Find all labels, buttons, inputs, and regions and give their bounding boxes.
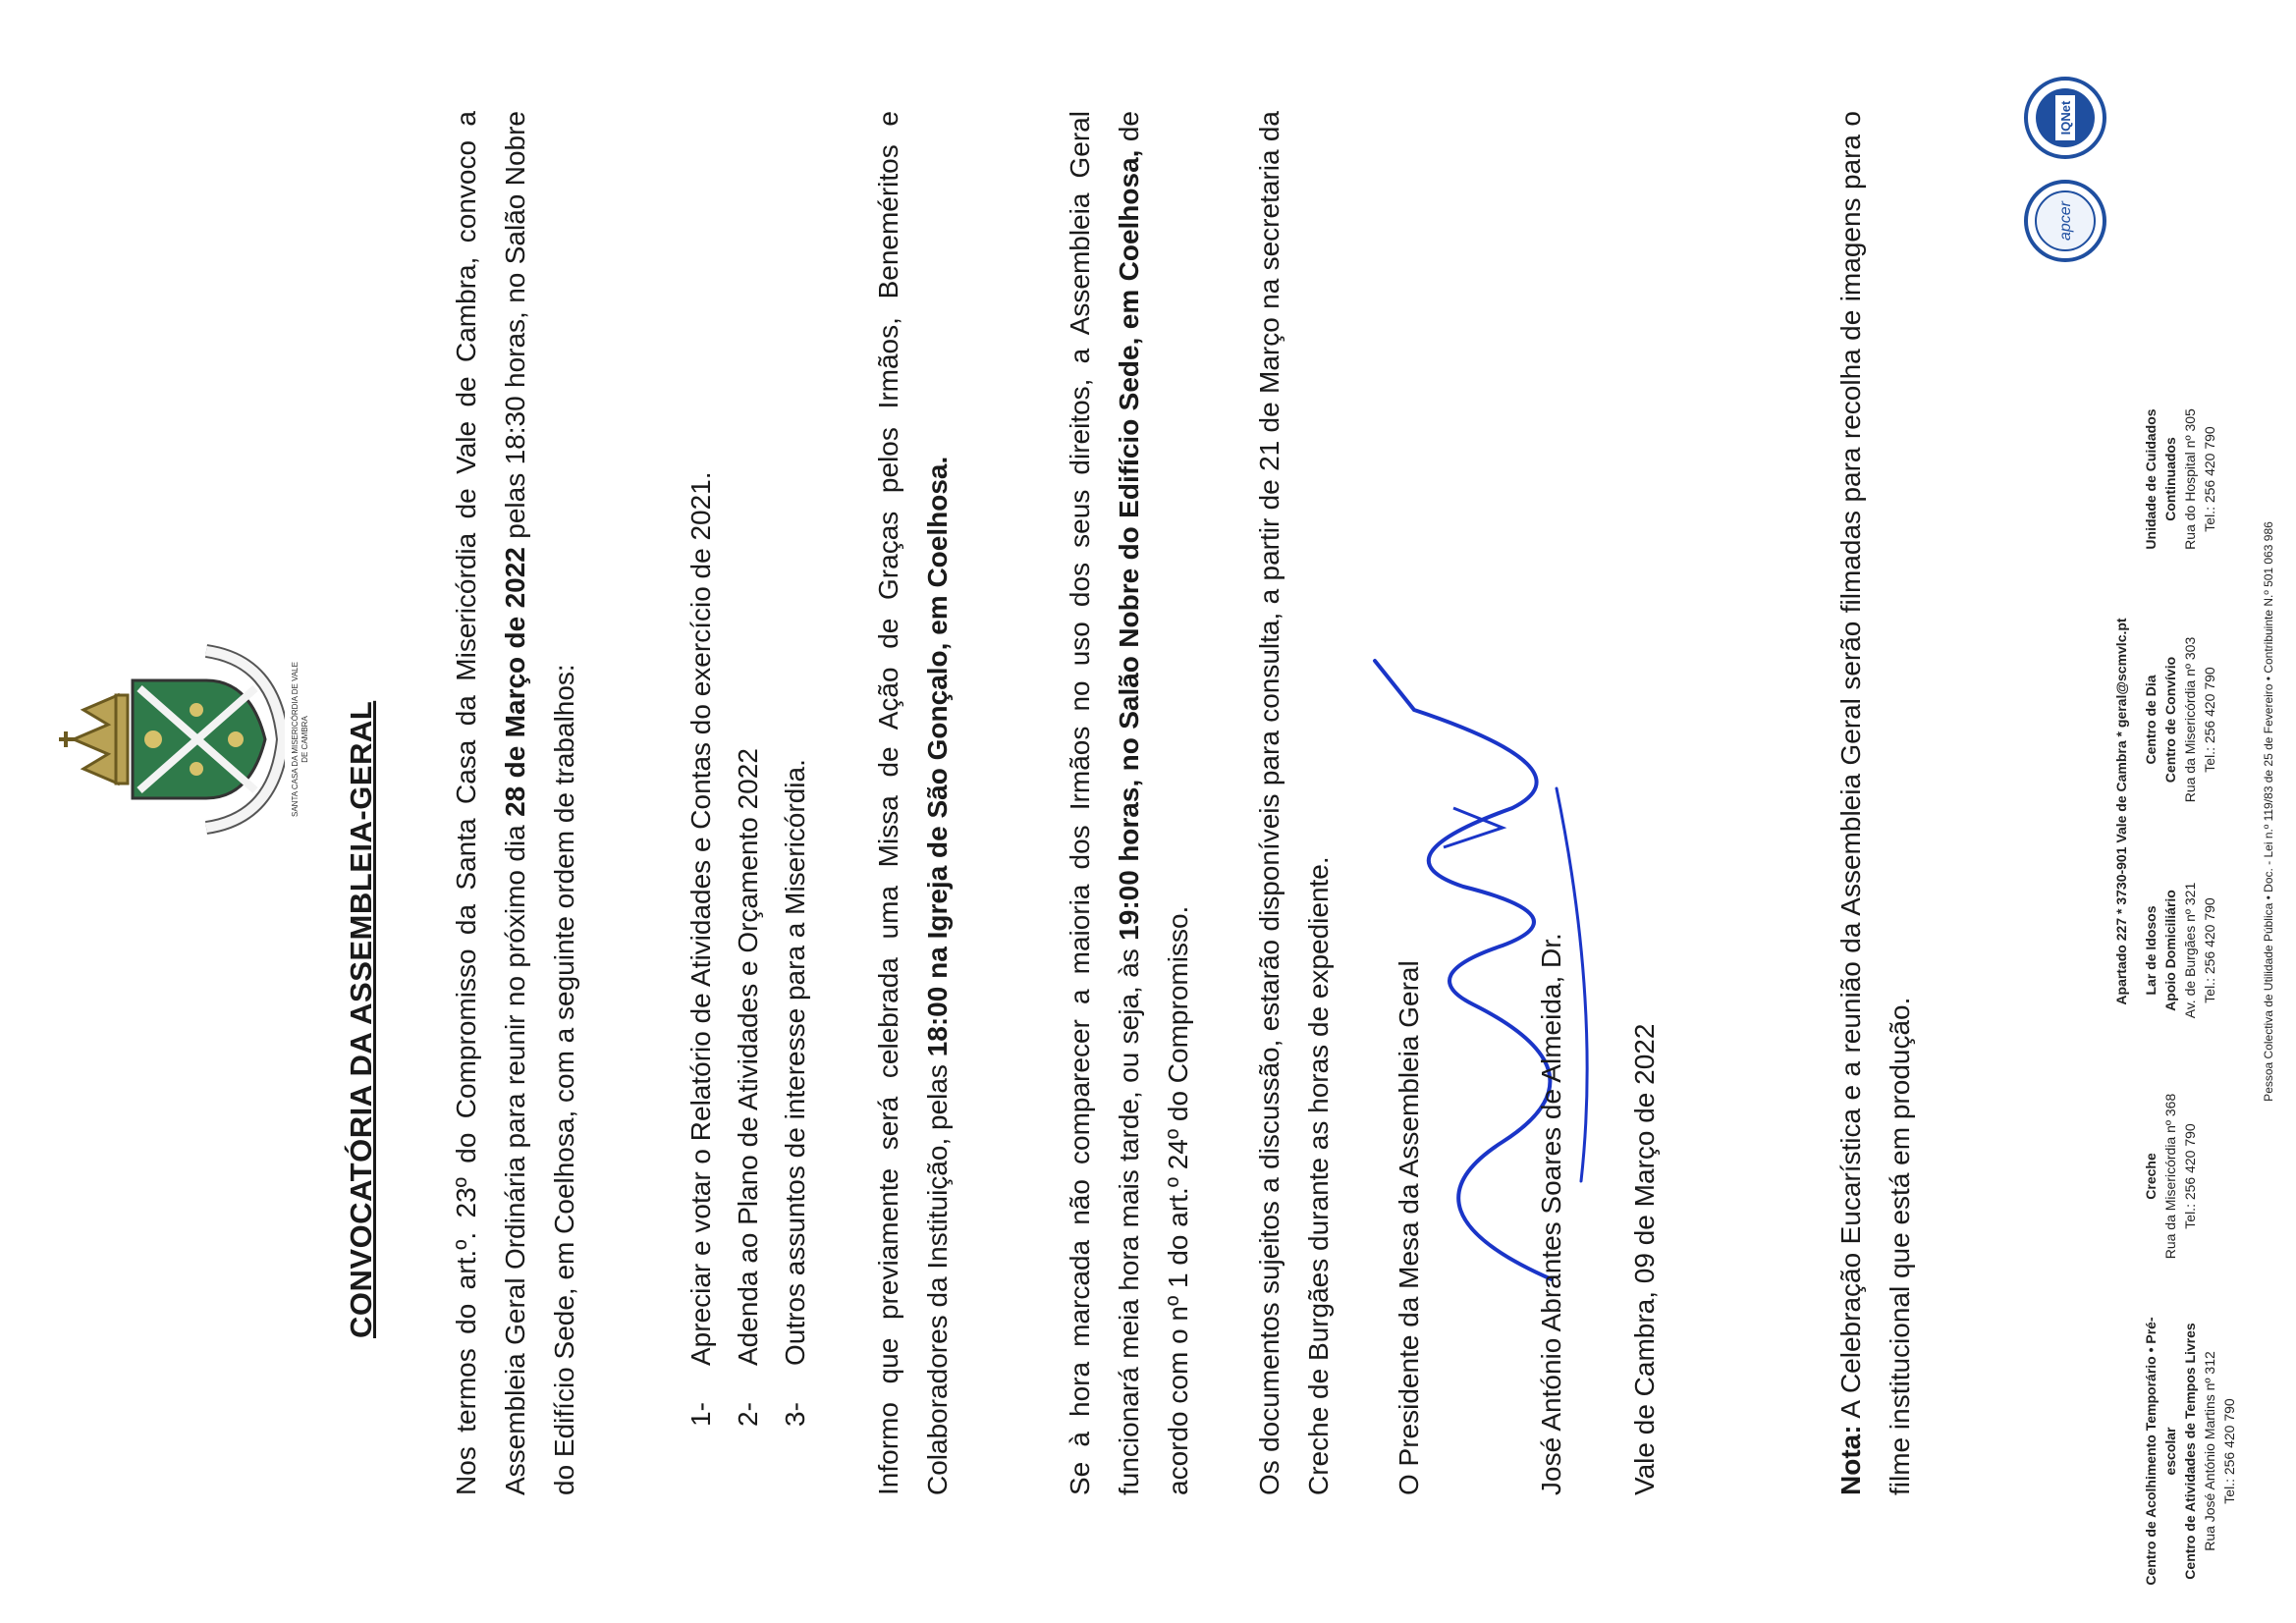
handwritten-signature: [1355, 612, 1611, 1299]
footer-unit: [2141, 847, 2219, 1054]
iqnet-label: IQNet: [2058, 100, 2073, 135]
documents-paragraph: Os documentos sujeitos a discussão, estarão disponíveis para consulta, a partir de 21 de Março na secretaria da Creche de Burgães durante as horas de expediente.: [1254, 111, 1334, 1495]
footer-unit: [2141, 366, 2219, 592]
agenda-text: Outros assuntos de interesse para a Misericórdia.: [780, 759, 810, 1366]
quorum-paragraph: [1056, 111, 1203, 1495]
unit-name: Lar de Idosos: [2143, 905, 2159, 996]
agenda-number: 2-: [733, 1402, 763, 1427]
intro-text-1: Nos termos do art.º. 23º do Compromisso da Santa Casa da Misericórdia de Vale de Cambra, convoco a Assembleia Geral Ordinária para reunir no próximo dia: [451, 111, 530, 1495]
president-name: José António Abrantes Soares de Almeida, Dr.: [1536, 933, 1566, 1495]
footer: [2111, 0, 2296, 1623]
unit-name: Apoio Domiciliário: [2162, 890, 2178, 1011]
meeting-date: 28 de Março de 2022: [500, 547, 530, 817]
crest-motto-text: SANTA CASA DA MISERICÓRDIA DE VALE DE CAMBRA: [291, 662, 309, 817]
agenda-number: 3-: [780, 1402, 810, 1427]
agenda-text: Apreciar e votar o Relatório de Atividades e Contas do exercício de 2021.: [685, 471, 716, 1366]
apcer-label: apcer: [2057, 200, 2074, 242]
unit-phone: Tel.: 256 420 790: [2221, 1398, 2237, 1504]
agenda-text: Adenda ao Plano de Atividades e Orçamento 2022: [733, 748, 763, 1366]
unit-name: Centro de Convívio: [2162, 656, 2178, 784]
mass-paragraph: [864, 111, 962, 1495]
unit-street: Rua da Misericórdia nº 303: [2182, 636, 2198, 803]
agenda-item: [772, 150, 819, 1427]
president-label: O Presidente da Mesa da Assembleia Geral: [1394, 960, 1424, 1495]
unit-street: Rua José António Martins nº 312: [2202, 1351, 2217, 1551]
note-paragraph: [1827, 111, 1925, 1495]
unit-name: Centro de Dia: [2143, 675, 2159, 765]
intro-text-2: pelas 18:30 horas, no Salão Nobre do Edifício Sede, em Coelhosa, com a seguinte ordem de trabalhos:: [500, 111, 579, 1495]
quorum-text-1: Se à hora marcada não comparecer a maioria dos Irmãos no uso dos seus direitos, a Assembleia Geral funcionará meia hora mais tarde, ou seja, às: [1065, 111, 1144, 1495]
unit-name: Centro de Atividades de Tempos Livres: [2182, 1323, 2198, 1580]
footer-unit: [2141, 612, 2219, 828]
date-place: Vale de Cambra, 09 de Março de 2022: [1629, 1023, 1660, 1495]
second-call-time-place: 19:00 horas, no Salão Nobre do Edifício Sede, em Coelhosa,: [1114, 149, 1144, 941]
intro-paragraph: [442, 111, 589, 1495]
agenda-item: [678, 150, 725, 1427]
quorum-text-2: de acordo com o nº 1 do art.º 24º do Compromisso.: [1114, 111, 1193, 1495]
unit-street: Rua da Misericórdia nº 368: [2162, 1093, 2178, 1260]
shield-icon: [133, 680, 265, 798]
unit-name: Centro de Acolhimento Temporário • Pré-escolar: [2143, 1317, 2178, 1586]
agenda-list: [678, 150, 819, 1427]
footer-unit: [2141, 1073, 2200, 1279]
footer-unit: [2141, 1299, 2239, 1603]
unit-street: Av. de Burgães nº 321: [2182, 882, 2198, 1019]
document-title: CONVOCATÓRIA DA ASSEMBLEIA-GERAL: [344, 700, 378, 1338]
footer-address: Apartado 227 * 3730-901 Vale de Cambra * geral@scmvlc.pt: [2113, 618, 2129, 1005]
unit-phone: Tel.: 256 420 790: [2182, 1123, 2198, 1229]
unit-name: Unidade de Cuidados Continuados: [2143, 408, 2178, 550]
unit-phone: Tel.: 256 420 790: [2202, 897, 2217, 1003]
unit-street: Rua do Hospital nº 305: [2182, 408, 2198, 550]
apcer-certification-icon: [2023, 179, 2107, 263]
unit-name: Creche: [2143, 1153, 2159, 1200]
unit-phone: Tel.: 256 420 790: [2202, 667, 2217, 773]
note-text: A Celebração Eucarística e a reunião da Assembleia Geral serão filmadas para recolha de imagens para o filme institucional que está em produção.: [1835, 111, 1915, 1495]
mass-text: Informo que previamente será celebrada uma Missa de Ação de Graças pelos Irmãos, Beneméritos e Colaboradores da Instituição, pelas: [873, 111, 953, 1495]
crown-icon: [59, 695, 128, 784]
iqnet-certification-icon: [2023, 76, 2107, 160]
unit-phone: Tel.: 256 420 790: [2202, 426, 2217, 532]
footer-legal-notice: Pessoa Colectiva de Utilidade Pública • Doc. - Lei n.º 119/83 de 25 de Fevereiro • Contribuinte N.º 501 063 986: [2262, 521, 2275, 1102]
mass-time-place: 18:00 na Igreja de São Gonçalo, em Coelhosa.: [922, 456, 953, 1057]
agenda-item: [725, 150, 772, 1427]
agenda-number: 1-: [685, 1402, 716, 1427]
santa-casa-crest-logo: [59, 641, 285, 838]
note-label: Nota:: [1835, 1425, 1866, 1495]
